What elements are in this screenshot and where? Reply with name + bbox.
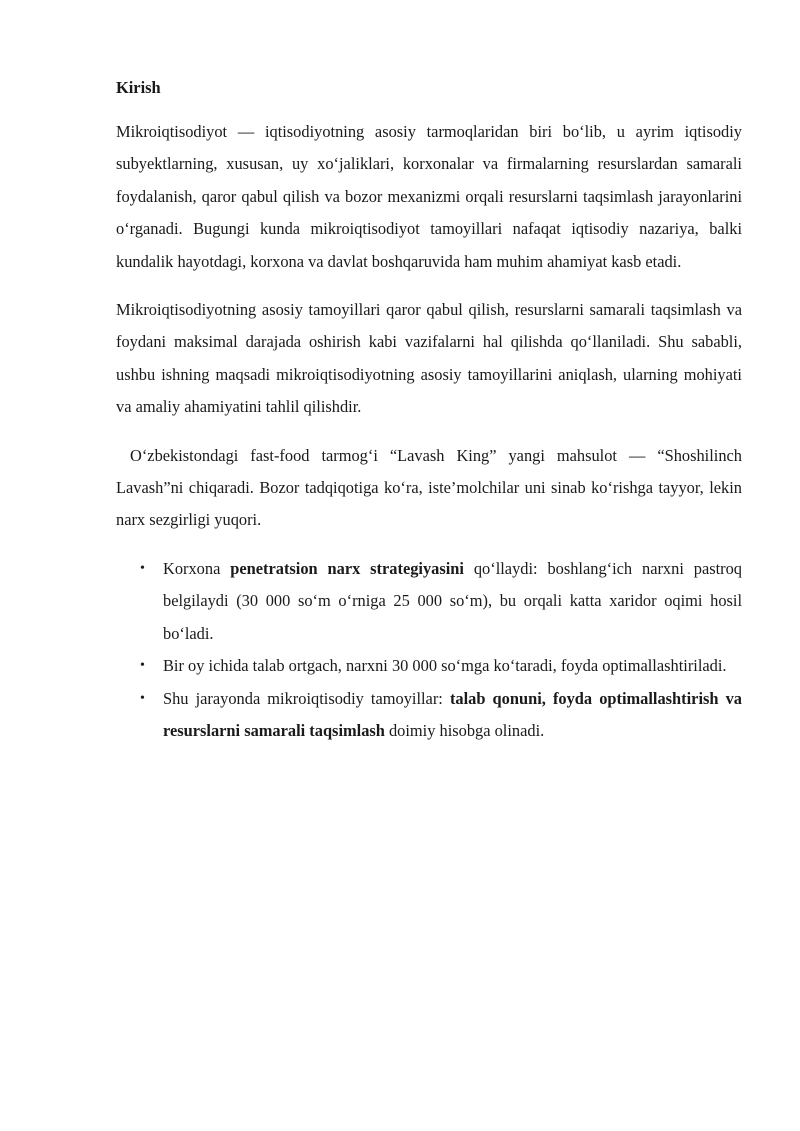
bullet-list (116, 553, 742, 747)
bullet-bold-text: talab qonuni, foyda optimallashtirish va resurslarni samarali taqsimlash (163, 688, 742, 740)
bullet-text: Shu jarayonda mikroiqtisodiy tamoyillar: (163, 688, 450, 708)
bullet-icon: • (140, 690, 145, 706)
intro-paragraph: Mikroiqtisodiyot — iqtisodiyotning asosiy tarmoqlaridan biri bo‘lib, u ayrim iqtisodiy subyektlarning, xususan, uy xo‘jaliklari, korxonalar va firmalarning resurslardan samarali foydalanish, qaror qabul qilish va bozor mexanizmi orqali resurslarni taqsimlash jarayonlarini o‘rganadi. Bugungi kunda mikroiqtisodiyot tamoyillari nafaqat iqtisodiy nazariya, balki kundalik hayotdagi, korxona va davlat boshqaruvida ham muhim ahamiyat kasb etadi. (116, 122, 742, 271)
principles-paragraph: Mikroiqtisodiyotning asosiy tamoyillari qaror qabul qilish, resurslarni samarali taqsimlash va foydani maksimal darajada oshirish kabi vazifalarni hal qilishda qo‘llaniladi. Shu sababli, ushbu ishning maqsadi mikroiqtisodiyotning asosiy tamoyillarini aniqlash, ularning mohiyati va amaliy ahamiyatini tahlil qilishdir. (116, 300, 742, 417)
document-page (116, 72, 742, 747)
bullet-text: qo‘llaydi: boshlang‘ich narxni pastroq belgilaydi (30 000 so‘m o‘rniga 25 000 so‘m), bu orqali katta xaridor oqimi hosil bo‘ladi. (163, 558, 742, 643)
bullet-text: doimiy hisobga olinadi. (384, 720, 545, 740)
bullet-icon: • (140, 658, 145, 674)
bullet-text: Bir oy ichida talab ortgach, narxni 30 000 so‘mga ko‘taradi, foyda optimallashtiriladi. (163, 656, 727, 676)
case-paragraph: O‘zbekistondagi fast-food tarmog‘i “Lavash King” yangi mahsulot — “Shoshilinch Lavash”ni chiqaradi. Bozor tadqiqotiga ko‘ra, iste’molchilar uni sinab ko‘rishga tayyor, lekin narx sezgirligi yuqori. (116, 445, 742, 530)
bullet-bold-text: penetratsion narx strategiyasini (230, 558, 464, 578)
list-item (116, 683, 742, 748)
list-item (116, 553, 742, 650)
section-heading: Kirish (116, 78, 161, 97)
bullet-text: Korxona (163, 558, 231, 578)
list-item (116, 650, 742, 682)
bullet-icon: • (140, 560, 145, 576)
